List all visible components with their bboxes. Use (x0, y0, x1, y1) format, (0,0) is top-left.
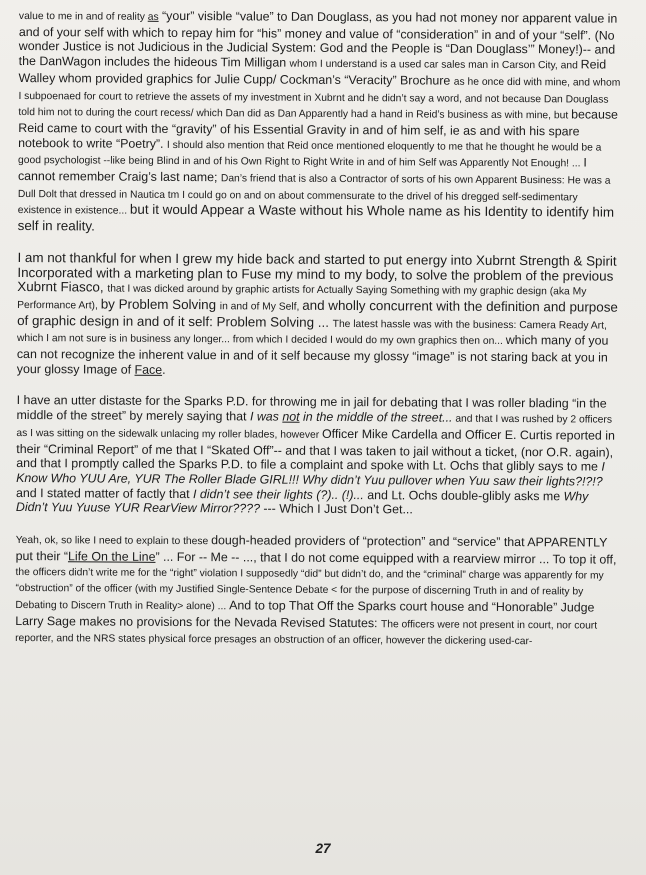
text-run: dough-headed providers of “protection” and “service” that APPARENTLY put their “ (15, 533, 608, 564)
text-run: . (162, 362, 166, 377)
text-run: value to me in and of reality (18, 10, 148, 23)
text-run: --- Which I Just Don’t Get... (259, 501, 413, 517)
page-number: 27 (315, 841, 331, 856)
text-run: and that I was rushed by 2 officers as I was sitting on the sidewalk unlacing my roller blades, however (16, 413, 613, 441)
paragraph-1 (18, 8, 625, 238)
text-run: because Reid came to court with the “gravity” of his Essential Gravity in and of him self, ie as and with his spare notebook to write “Poetry”. (18, 107, 618, 151)
paragraph-3 (16, 393, 623, 518)
text-run: Face (134, 362, 163, 377)
text-run: the officers didn’t write me for the “right” violation I supposedly “did” but didn’t do, and the “criminal” charge was apparently for my “obstruction” of the officer (with my Justified Single-Sentence Debate < for the purpose of discerning Truth in and of reality by Debating to Discern Truth in Reality> alone) ... (15, 566, 604, 613)
text-run: as he once did with mine, and whom I subpoenaed for court to retrieve the assets of my investment in Xubrnt and he didn’t say a word, and not because Dan Douglass told him not to during the court recess/ which Dan did as Dan Apparently had a hand in Reid’s business as with mine, but (18, 76, 621, 122)
text-run: I was (249, 409, 283, 424)
text-run: Dan’s friend that is also a Contractor of sorts of his own Apparent Business: He was a Dull Dolt that dressed in Nautica tm I could go on and on about commensurate to the drivel of his dregged self-sedimentary existence in existence... (17, 173, 611, 218)
text-run: ” ... For -- Me -- ..., that I do not come equipped with a rearview mirror ... To top it off, (155, 549, 617, 567)
text-run: but it would Appear a Waste without his Whole name as his Identity to identify him self in reality. (17, 202, 615, 234)
text-run: I am not thankful for when I grew my hide back and started to put energy into Xubrnt Strength & Spirit Incorporated with a marketing plan to Fuse my mind to my body, to solve the problem of the previous Xubrnt Fiasco, (17, 249, 617, 295)
text-run: and I stated matter of factly that (15, 485, 194, 501)
text-run: Officer Mike Cardella and Officer E. Curtis reported in their “Criminal Report” of me that I “Skated Off”-- and that I was taken to jail without a ticket, (nor O.R. again), and that I promptly called the Sparks P.D. to file a complaint and spoke with Lt. Ochs that glibly says to me (16, 426, 615, 474)
text-run: I should also mention that Reid once mentioned eloquently to me that he thought he would be a good psychologist --like being Blind in and of his Own Right to Right Write in and of him Self was Apparently Not Enough! ... (18, 139, 602, 170)
text-run: “your” visible “value” to Dan Douglass, as you had not money nor apparent value in and of your self with which to repay him for “his” money and value of “consideration” in and of your “self”. (No wonder Justice is not Judicious in the Judicial System: God and the People is “Dan Douglass’” Money!)-- and the DanWagon includes the hideous Tim Milligan (18, 8, 618, 70)
paragraph-2 (17, 251, 624, 380)
text-run: Reid Walley whom provided graphics for Julie Cupp/ Cockman’s “Veracity” Brochure (18, 57, 607, 88)
text-run: that I was dicked around by graphic artists for Actually Saying Something with my graphic design (aka My Performance Art), (17, 283, 587, 312)
text-run: The latest hassle was with the business: Camera Ready Art, which I am not sure is in business any longer... from which I decided I would do my own graphics then on... (16, 318, 607, 348)
text-run: which many of you can not recognize the inherent value in and of it self because my glossy “image” is not staring back at you in your glossy Image of (16, 333, 609, 377)
paragraph-4 (15, 532, 622, 651)
text-run: not (282, 409, 300, 424)
text-run: in the middle of the street... (299, 409, 453, 425)
text-run: Yeah, ok, so like I need to explain to these (15, 535, 212, 548)
text-run: I cannot remember Craig’s last name; (17, 155, 587, 185)
text-run: Life On the Line (67, 549, 156, 564)
text-run: I didn’t see their lights (?).. (!)... (193, 486, 364, 502)
text-run: by Problem Solving (100, 296, 220, 313)
text-run: Why Didn’t Yuu Yuuse YUR RearView Mirror???? (15, 489, 589, 516)
text-run: The officers were not present in court, nor court reporter, and the NRS states physical force presages an obstruction of an officer, however the dickering used-car- (15, 618, 598, 648)
text-run: in and of My Self, (219, 301, 303, 313)
text-run: I Know Who YUU Are, YUR The Roller Blade GIRL!!! Why didn’t Yuu pullover when Yuu saw their lights?!?!? (16, 459, 605, 489)
body-text (15, 8, 625, 668)
text-run: whom I understand is a used car sales man in Carson City, and (289, 58, 581, 72)
text-run: And to top That Off the Sparks court house and “Honorable” Judge Larry Sage makes no provisions for the Nevada Revised Statutes: (15, 598, 595, 630)
text-run: I have an utter distaste for the Sparks P.D. for throwing me in jail for debating that I was roller blading “in the middle of the street” by merely saying that (16, 393, 607, 424)
text-run: as (147, 11, 159, 23)
text-run: and Lt. Ochs double-glibly asks me (363, 487, 564, 504)
text-run: and wholly concurrent with the definition and purpose of graphic design in and of it self: Problem Solving ... (17, 297, 618, 330)
